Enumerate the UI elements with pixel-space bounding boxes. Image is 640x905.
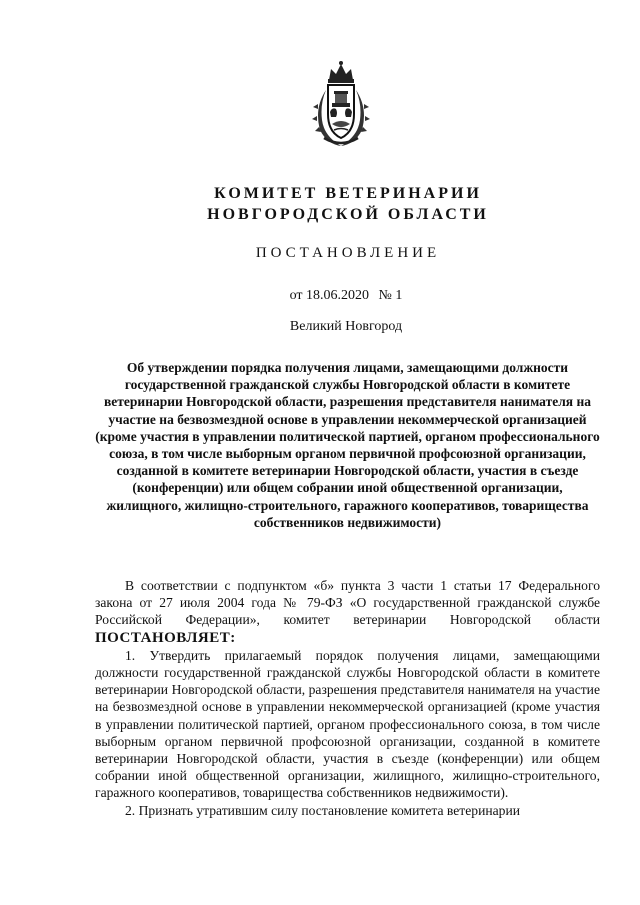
document-title: Об утверждении порядка получения лицами, замещающими должности государственной гражданской службы Новгородской области в комитете ветеринарии Новгородской области, разрешения представителя нанимателя на участие на безвозмездной основе в управлении некоммерческой организацией (кроме участия в управлении политической партией, органом профессионального союза, в том числе выборным органом первичной профсоюзной организации, созданной в комитете ветеринарии Новгородской области, участия в съезде (конференции) или общем собрании иной общественной организации, жилищного, жилищно-строительного, гаражного кооперативов, товарищества собственников недвижимости) bbox=[95, 360, 600, 530]
organization-name-line1: КОМИТЕТ ВЕТЕРИНАРИИ bbox=[214, 185, 482, 202]
preamble-paragraph bbox=[95, 577, 600, 647]
document-type-heading: ПОСТАНОВЛЕНИЕ bbox=[255, 245, 441, 261]
coat-of-arms-emblem bbox=[310, 60, 372, 148]
date-prefix: от bbox=[289, 288, 303, 303]
place-of-issue: Великий Новгород bbox=[289, 319, 403, 334]
number-sign: № bbox=[378, 288, 392, 303]
document-body bbox=[95, 577, 600, 819]
date-number-line bbox=[26, 288, 640, 304]
item-2-paragraph: 2. Признать утратившим силу постановление комитета ветеринарии bbox=[125, 802, 521, 818]
decree-word: ПОСТАНОВЛЯЕТ: bbox=[95, 629, 236, 646]
document-date: 18.06.2020 bbox=[306, 288, 370, 303]
organization-name-line2: НОВГОРОДСКОЙ ОБЛАСТИ bbox=[207, 206, 489, 223]
preamble-text: В соответствии с подпунктом «б» пункта 3 части 1 статьи 17 Федерального закона от 27 июля 2004 года № 79-ФЗ «О государственной гражданской службе Российской Федерации», комитет ветеринарии Новгородской области bbox=[95, 578, 600, 628]
item-1-paragraph: 1. Утвердить прилагаемый порядок получения лицами, замещающими должности государственной гражданской службы Новгородской области в комитете ветеринарии Новгородской области, разрешения представителя нанимателя на участие на безвозмездной основе в управлении некоммерческой организацией (кроме участия в управлении политической партией, органом профессионального союза, в том числе выборным органом первичной профсоюзной организации, созданной в комитете ветеринарии Новгородской области, участия в съезде (конференции) или общем собрании иной общественной организации, жилищного, жилищно-строительного, гаражного кооперативов, товарищества собственников недвижимости). bbox=[95, 647, 600, 801]
document-number: 1 bbox=[395, 288, 403, 303]
